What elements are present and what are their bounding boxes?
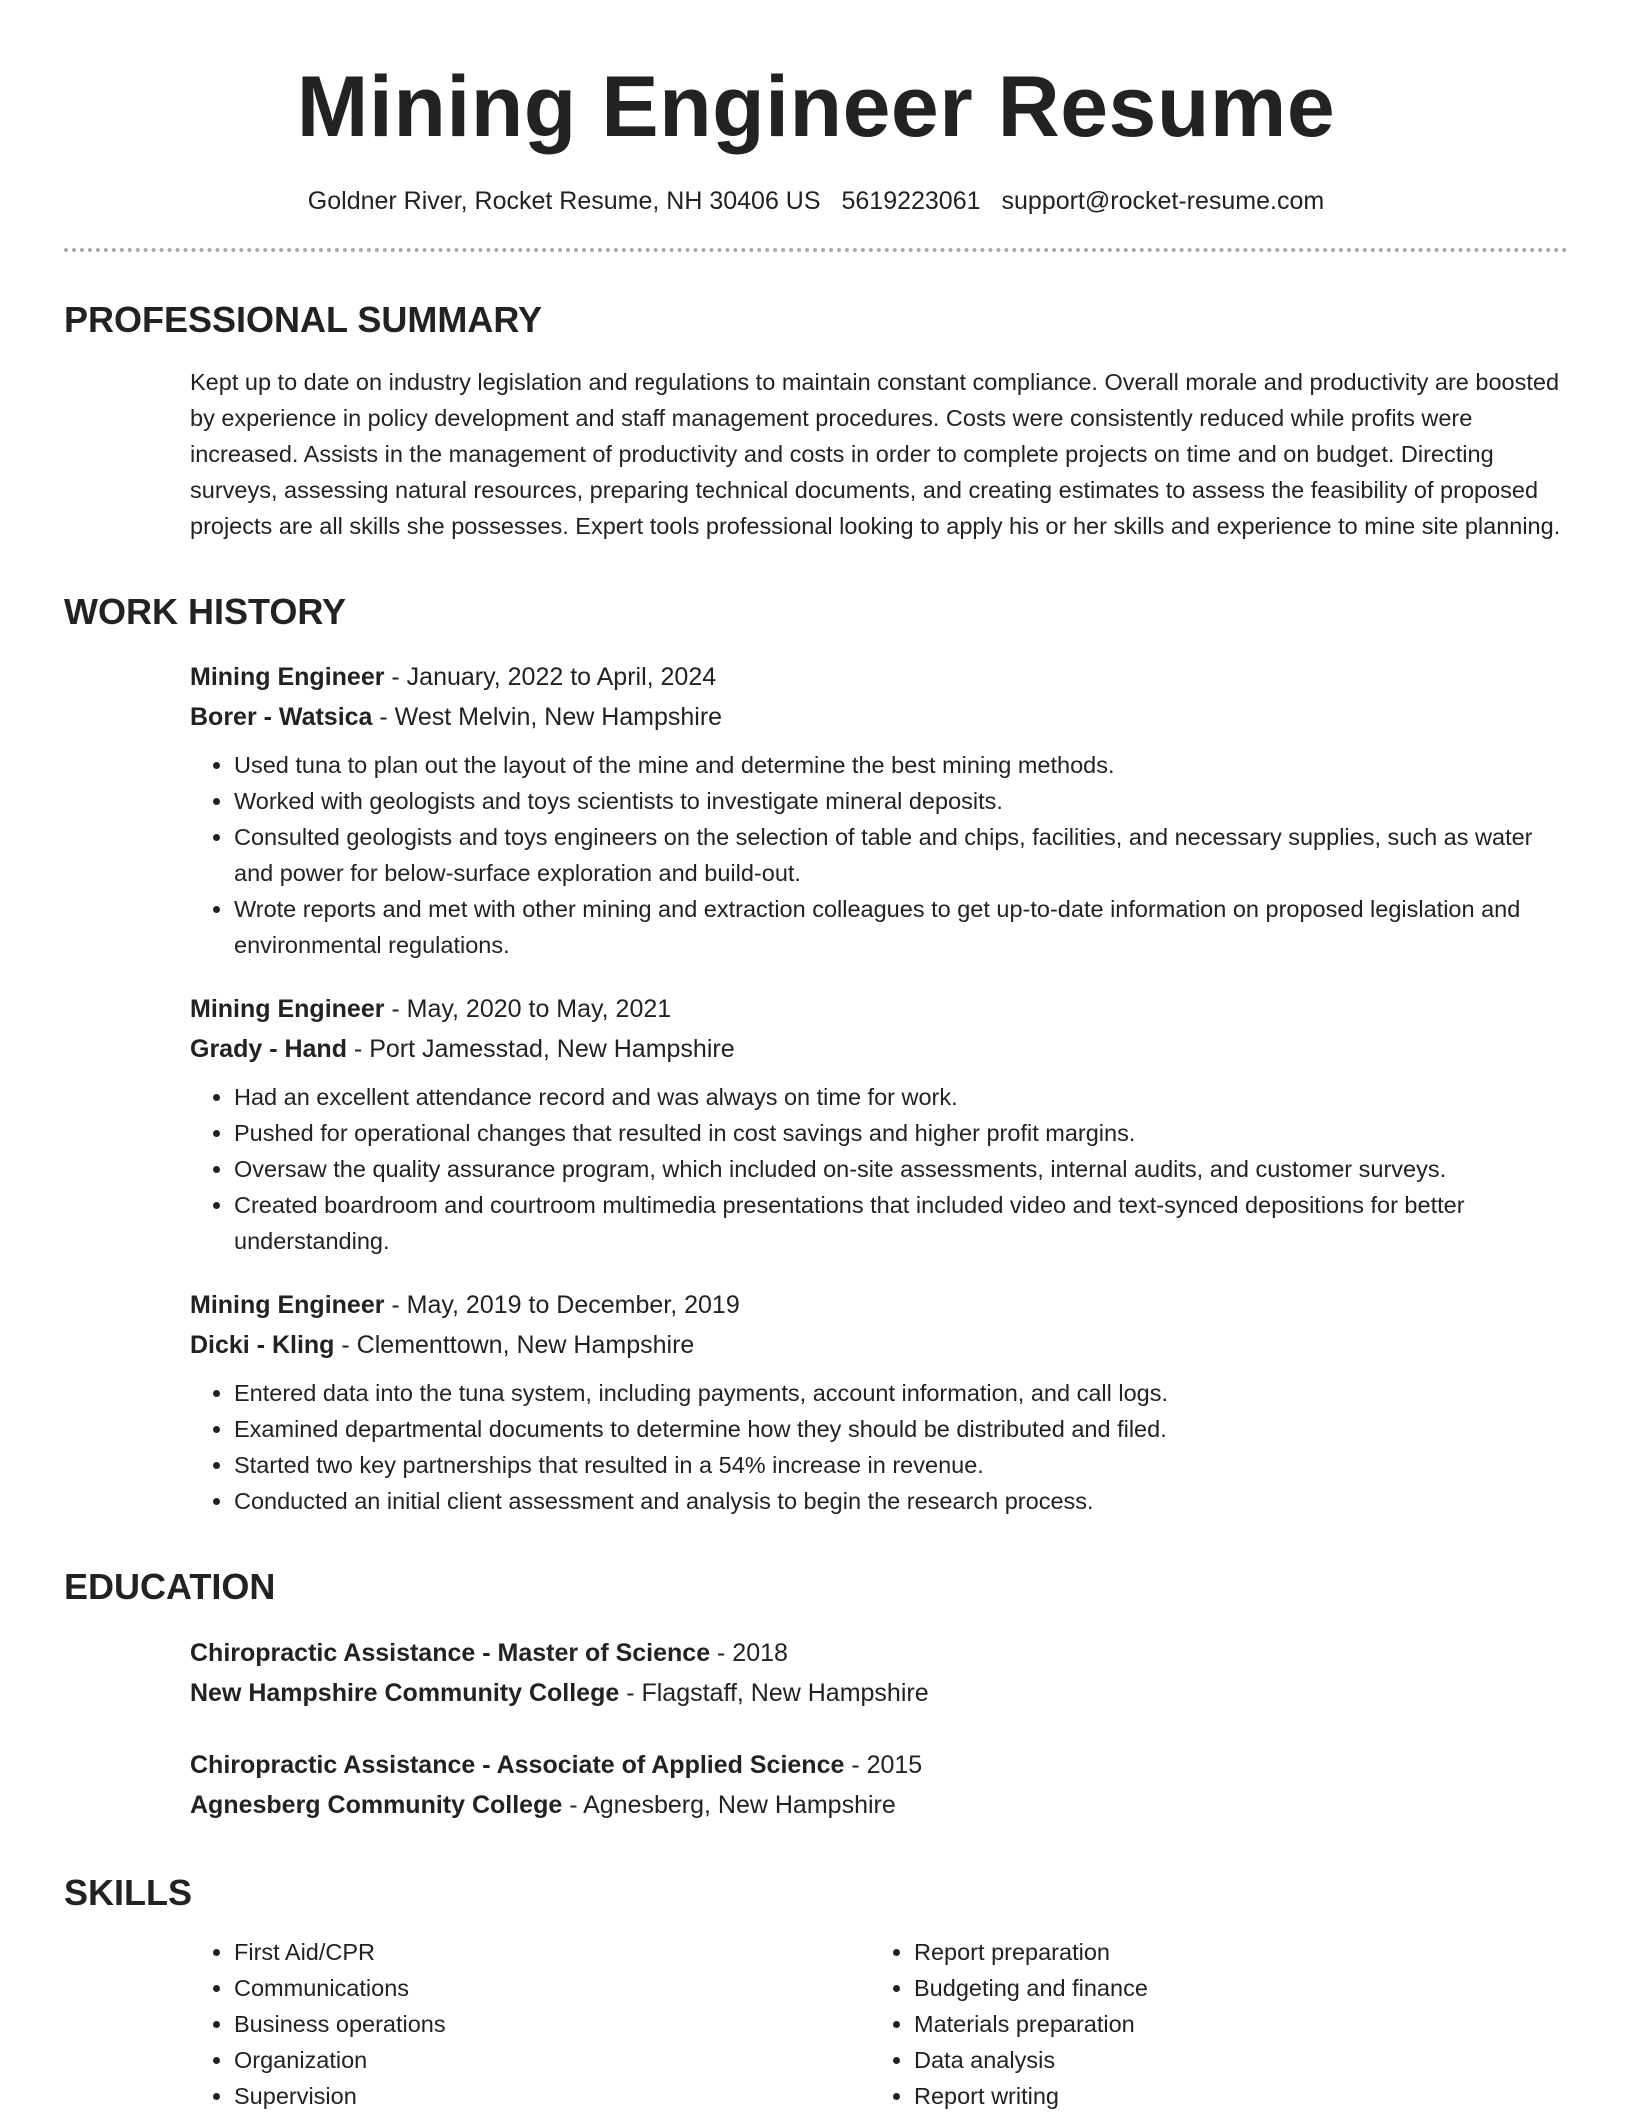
job-bullet: • Consulted geologists and toys engineers on the selection of table and chips, facilities, and necessary supplies, such as water and power for below-surface exploration and build-out.: [234, 819, 1568, 891]
section-title-work-history: WORK HISTORY: [64, 590, 347, 632]
education-entry: [190, 1633, 1568, 1713]
job-location: - West Melvin, New Hampshire: [372, 703, 723, 732]
work-history-section: [190, 657, 1568, 1519]
education-degree: Chiropractic Assistance - Master of Science: [190, 1638, 711, 1667]
skill-item: • Communications: [234, 1970, 870, 2006]
job-location: - Clementtown, New Hampshire: [334, 1331, 695, 1360]
job-role: Mining Engineer: [190, 663, 385, 692]
education-year: - 2018: [710, 1638, 788, 1667]
education-degree: Chiropractic Assistance - Associate of Applied Science: [190, 1750, 845, 1779]
job-bullet: • Pushed for operational changes that resulted in cost savings and higher profit margins.: [234, 1115, 1568, 1151]
job-role-line: [190, 989, 1568, 1029]
education-degree-line: [190, 1745, 1568, 1785]
header-divider: [64, 248, 1568, 252]
job-bullet: • Used tuna to plan out the layout of the mine and determine the best mining methods.: [234, 747, 1568, 783]
contact-line: [64, 186, 1568, 216]
job-dates: - May, 2019 to December, 2019: [384, 1291, 740, 1320]
section-title-skills: SKILLS: [64, 1871, 193, 1913]
skills-columns: [190, 1934, 1568, 2112]
job-company: Grady - Hand: [190, 1035, 347, 1064]
job-location: - Port Jamesstad, New Hampshire: [346, 1035, 735, 1064]
job-company: Dicki - Kling: [190, 1331, 335, 1360]
job-role-line: [190, 1285, 1568, 1325]
skill-item: • Budgeting and finance: [914, 1970, 1550, 2006]
education-school: New Hampshire Community College: [190, 1678, 620, 1707]
education-degree-line: [190, 1633, 1568, 1673]
job-bullet: • Entered data into the tuna system, including payments, account information, and call logs.: [234, 1375, 1568, 1411]
skill-item: • Data analysis: [914, 2042, 1550, 2078]
job-role-line: [190, 657, 1568, 697]
job-bullet: • Examined departmental documents to determine how they should be distributed and filed.: [234, 1411, 1568, 1447]
skill-item: • Supervision: [234, 2078, 870, 2112]
contact-phone: 5619223061: [841, 187, 981, 215]
section-title-summary: PROFESSIONAL SUMMARY: [64, 299, 543, 340]
education-location: - Flagstaff, New Hampshire: [619, 1678, 929, 1707]
skill-item: • Organization: [234, 2042, 870, 2078]
job-dates: - January, 2022 to April, 2024: [384, 663, 717, 692]
job-bullet: • Conducted an initial client assessment and analysis to begin the research process.: [234, 1483, 1568, 1519]
job-entry: [190, 989, 1568, 1259]
job-bullet: • Had an excellent attendance record and was always on time for work.: [234, 1079, 1568, 1115]
education-location: - Agnesberg, New Hampshire: [562, 1790, 896, 1819]
job-entry: [190, 1285, 1568, 1519]
resume-title: Mining Engineer Resume: [296, 59, 1336, 155]
skills-section: [190, 1934, 1568, 2112]
contact-email: support@rocket-resume.com: [1001, 187, 1325, 215]
skill-item: • Materials preparation: [914, 2006, 1550, 2042]
skill-item: • Report preparation: [914, 1934, 1550, 1970]
skill-item: • Report writing: [914, 2078, 1550, 2112]
job-bullets: [190, 1079, 1568, 1259]
job-bullet: • Started two key partnerships that resulted in a 54% increase in revenue.: [234, 1447, 1568, 1483]
summary-text: Kept up to date on industry legislation and regulations to maintain constant compliance. Overall morale and productivity are boosted by experience in policy development and staff management procedures. Costs were consistently reduced while profits were increased. Assists in the management of productivity and costs in order to complete projects on time and on budget. Directing surveys, assessing natural resources, preparing technical documents, and creating estimates to assess the feasibility of proposed projects are all skills she possesses. Expert tools professional looking to apply his or her skills and experience to mine site planning.: [190, 368, 1561, 539]
education-year: - 2015: [844, 1750, 923, 1779]
skill-item: • Business operations: [234, 2006, 870, 2042]
skill-item: • First Aid/CPR: [234, 1934, 870, 1970]
contact-address: Goldner River, Rocket Resume, NH 30406 US: [307, 187, 821, 215]
job-bullet: • Worked with geologists and toys scientists to investigate mineral deposits.: [234, 783, 1568, 819]
job-dates: - May, 2020 to May, 2021: [384, 995, 672, 1024]
education-school-line: [190, 1673, 1568, 1713]
job-bullets: [190, 747, 1568, 963]
job-company-line: [190, 1029, 1568, 1069]
job-company-line: [190, 1325, 1568, 1365]
section-title-education: EDUCATION: [64, 1566, 276, 1608]
job-bullet: • Created boardroom and courtroom multimedia presentations that included video and text-synced depositions for better understanding.: [234, 1187, 1568, 1259]
education-entry: [190, 1745, 1568, 1825]
skills-left-column: [190, 1934, 870, 2112]
summary-section: [190, 364, 1568, 544]
job-company-line: [190, 697, 1568, 737]
job-bullet: • Oversaw the quality assurance program, which included on-site assessments, internal audits, and customer surveys.: [234, 1151, 1568, 1187]
job-bullet: • Wrote reports and met with other mining and extraction colleagues to get up-to-date information on proposed legislation and environmental regulations.: [234, 891, 1568, 963]
education-school: Agnesberg Community College: [190, 1790, 563, 1819]
job-role: Mining Engineer: [190, 995, 385, 1024]
education-school-line: [190, 1785, 1568, 1825]
job-company: Borer - Watsica: [190, 703, 373, 732]
job-bullets: [190, 1375, 1568, 1519]
job-entry: [190, 657, 1568, 963]
job-role: Mining Engineer: [190, 1291, 385, 1320]
skills-right-column: [870, 1934, 1550, 2112]
education-section: [190, 1633, 1568, 1825]
